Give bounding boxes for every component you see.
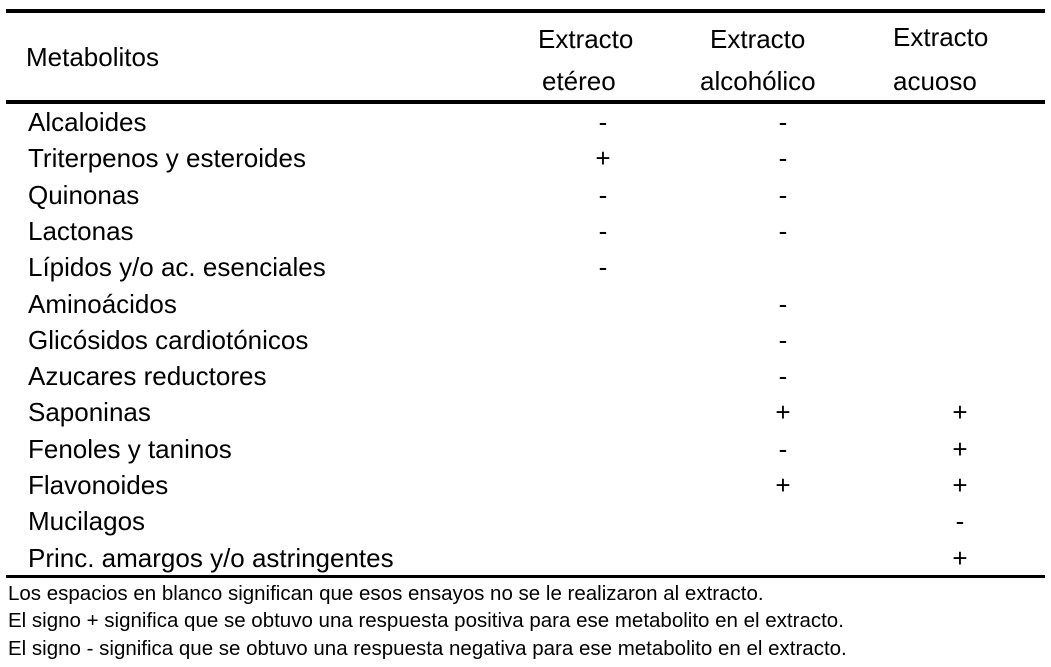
header-line: Extracto (893, 22, 989, 52)
footnote: El signo + significa que se obtuvo una respuesta positiva para ese metabolito en el extracto. (8, 609, 844, 632)
header-alcoholico (700, 24, 816, 96)
etereo-result: - (598, 215, 608, 246)
alcoholico-result: - (778, 288, 788, 319)
acuoso-result: + (952, 470, 968, 500)
footnote: El signo - significa que se obtuvo una respuesta negativa para ese metabolito en el extracto. (8, 637, 847, 660)
table-row (0, 467, 1051, 503)
footnote: Los espacios en blanco significan que esos ensayos no se le realizaron al extracto. (8, 582, 764, 605)
alcoholico-result: + (775, 397, 791, 428)
table-row (0, 394, 1051, 430)
table-row (0, 213, 1051, 249)
table-row (0, 358, 1051, 394)
alcoholico-result: - (778, 433, 788, 464)
table-row (0, 177, 1051, 213)
metabolite-name: Lípidos y/o ac. esenciales (28, 252, 326, 283)
table-row (0, 431, 1051, 467)
table-row (0, 104, 1051, 140)
alcoholico-result: - (778, 143, 788, 174)
metabolite-name: Lactonas (28, 215, 134, 246)
acuoso-result: - (955, 506, 965, 537)
alcoholico-result: - (778, 107, 788, 137)
top-rule (6, 9, 1045, 13)
etereo-result: - (598, 252, 608, 283)
table-row (0, 322, 1051, 358)
header-line: etéreo (542, 66, 616, 96)
metabolite-name: Azucares reductores (28, 361, 267, 392)
metabolite-name: Alcaloides (28, 107, 147, 137)
metabolite-name: Quinonas (28, 179, 140, 210)
table-row (0, 249, 1051, 285)
header-line: acuoso (893, 66, 977, 96)
metabolite-name: Princ. amargos y/o astringentes (28, 542, 394, 573)
metabolite-name: Saponinas (28, 397, 151, 428)
metabolite-name: Fenoles y taninos (28, 433, 232, 464)
metabolite-name: Aminoácidos (28, 288, 177, 319)
header-etereo (538, 24, 633, 96)
header-metabolitos: Metabolitos (26, 42, 159, 72)
alcoholico-result: - (778, 361, 788, 392)
bottom-rule (6, 575, 1045, 578)
header-line: Extracto (538, 24, 634, 54)
table-row (0, 286, 1051, 322)
alcoholico-result: - (778, 324, 788, 355)
alcoholico-result: - (778, 215, 788, 246)
metabolite-name: Glicósidos cardiotónicos (28, 324, 309, 355)
metabolite-name: Flavonoides (28, 470, 169, 500)
table-row (0, 140, 1051, 176)
acuoso-result: + (952, 433, 968, 464)
table-row (0, 540, 1051, 576)
etereo-result: - (598, 179, 608, 210)
header-acuoso (893, 22, 988, 96)
alcoholico-result: - (778, 179, 788, 210)
etereo-result: - (598, 107, 608, 137)
acuoso-result: + (952, 542, 968, 573)
header-line: Extracto (710, 24, 806, 54)
table-row (0, 503, 1051, 539)
metabolite-name: Triterpenos y esteroides (28, 143, 306, 174)
header-line: alcohólico (700, 66, 816, 96)
acuoso-result: + (952, 397, 968, 428)
alcoholico-result: + (775, 470, 791, 500)
etereo-result: + (595, 143, 611, 174)
metabolite-name: Mucilagos (28, 506, 146, 537)
